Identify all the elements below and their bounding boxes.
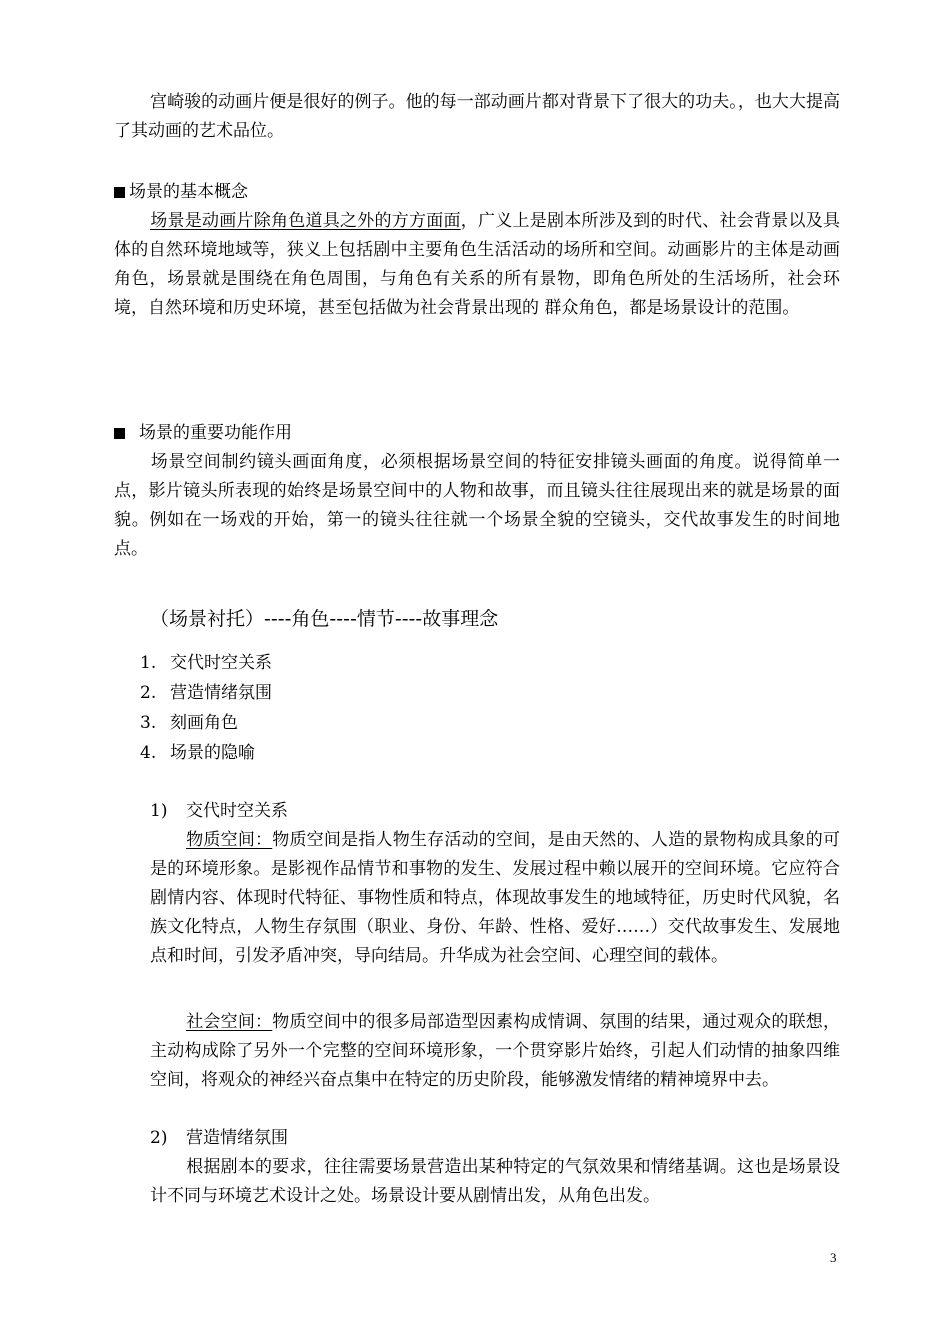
section-heading-functions	[114, 419, 292, 448]
list-item: 4. 场景的隐喻	[140, 743, 255, 763]
mood-paragraph	[150, 1153, 840, 1211]
subsection-heading-2: 2) 营造情绪氛围	[150, 1128, 288, 1148]
social-space-paragraph	[150, 1008, 840, 1095]
flow-title: （场景衬托）----角色----情节----故事理念	[150, 608, 499, 630]
section2-paragraph	[114, 448, 840, 564]
subsection-heading-1: 1) 交代时空关系	[150, 801, 288, 821]
page-number: 3	[830, 1250, 837, 1265]
section-heading-basic-concept	[114, 178, 248, 207]
intro-text: 宫崎骏的动画片便是很好的例子。他的每一部动画片都对背景下了很大的功夫。，也大大提高了其动画的艺术品位。	[114, 92, 840, 141]
black-square-bullet-icon	[114, 187, 125, 198]
black-square-bullet-icon	[114, 428, 125, 439]
function-list	[140, 648, 272, 768]
intro-paragraph	[114, 88, 840, 146]
list-item: 1. 交代时空关系	[140, 653, 272, 673]
section1-title: 场景的基本概念	[129, 182, 248, 202]
mood-text: 根据剧本的要求，往往需要场景营造出某种特定的气氛效果和情绪基调。这也是场景设计不同与环境艺术设计之处。场景设计要从剧情出发，从角色出发。	[150, 1157, 840, 1206]
social-space-term: 社会空间：	[186, 1012, 273, 1032]
list-item: 2. 营造情绪氛围	[140, 683, 272, 703]
section1-paragraph	[114, 207, 840, 323]
section2-title: 场景的重要功能作用	[139, 423, 292, 443]
social-space-text: 物质空间中的很多局部造型因素构成情调、氛围的结果，通过观众的联想，主动构成除了另外一个完整的空间环境形象，一个贯穿影片始终，引起人们动情的抽象四维空间，将观众的神经兴奋点集中在特定的历史阶段，能够激发情绪的精神境界中去。	[150, 1012, 841, 1090]
section1-underlined-text: 场景是动画片除角色道具之外的方方面面	[150, 211, 461, 231]
section2-text: 场景空间制约镜头画面角度，必须根据场景空间的特征安排镜头画面的角度。说得简单一点，影片镜头所表现的始终是场景空间中的人物和故事，而且镜头往往展现出来的就是场景的面貌。例如在一场戏的开始，第一的镜头往往就一个场景全貌的空镜头，交代故事发生的时间地点。	[114, 452, 840, 559]
section1-text: ，广义上是剧本所涉及到的时代、社会背景以及具体的自然环境地域等，狭义上包括剧中主要角色生活活动的场所和空间。动画影片的主体是动画角色，场景就是围绕在角色周围，与角色有关系的所有景物，即角色所处的生活场所，社会环境，自然环境和历史环境，甚至包括做为社会背景出现的 群众角色，都是场景设计的范围。	[114, 211, 840, 318]
material-space-text: 物质空间是指人物生存活动的空间，是由天然的、人造的景物构成具象的可是的环境形象。是影视作品情节和事物的发生、发展过程中赖以展开的空间环境。它应符合剧情内容、体现时代特征、事物性质和特点，体现故事发生的地域特征，历史时代风貌，名族文化特点，人物生存氛围（职业、身份、年龄、性格、爱好……）交代故事发生、发展地点和时间，引发矛盾冲突，导向结局。升华成为社会空间、心理空间的载体。	[150, 830, 841, 966]
material-space-paragraph	[150, 826, 840, 971]
list-item: 3. 刻画角色	[140, 713, 238, 733]
material-space-term: 物质空间：	[186, 830, 273, 850]
